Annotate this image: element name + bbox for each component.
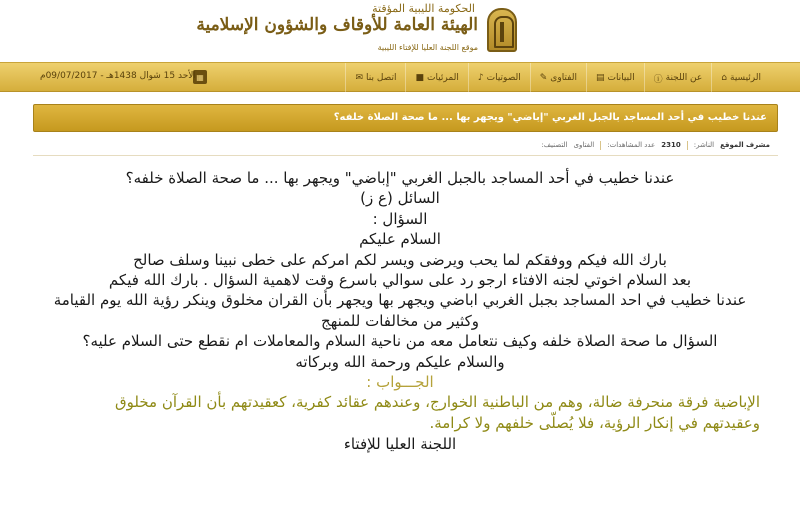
answer-signature: اللجنة العليا للإفتاء bbox=[343, 435, 457, 454]
nav-item-label: اتصل بنا bbox=[366, 73, 397, 83]
mail-icon: ✉ bbox=[355, 73, 364, 83]
question-line: السؤال : bbox=[372, 209, 428, 228]
question-line: عندنا خطيب في احد المساجد بجبل الغربي اباضي ويجهر بها ويجهر بأن القران مخلوق وينكر رؤية الله يوم القيامة bbox=[53, 291, 747, 310]
site-logo-icon[interactable] bbox=[487, 8, 517, 52]
main-navbar bbox=[0, 62, 800, 92]
views-label: عدد المشاهدات: bbox=[607, 141, 656, 149]
article-meta bbox=[541, 139, 770, 151]
answer-heading: الجـــواب : bbox=[366, 373, 434, 392]
nav-item-video[interactable] bbox=[405, 63, 467, 93]
calendar-icon: ▦ bbox=[193, 70, 207, 84]
nav-item-contact[interactable] bbox=[345, 63, 405, 93]
nav-item-about[interactable] bbox=[644, 63, 712, 93]
nav-item-label: الصوتيات bbox=[486, 73, 521, 83]
current-date: الأحد 15 شوال 1438هـ - 09/07/2017م bbox=[40, 71, 196, 81]
question-line: والسلام عليكم ورحمة الله وبركاته bbox=[295, 352, 505, 371]
meta-separator bbox=[600, 141, 601, 150]
question-line: بارك الله فيكم ووفقكم لما يحب ويرضى ويسر لكم امركم على خطى نبينا وسلف صالح bbox=[133, 250, 667, 269]
fatwa-icon: ✎ bbox=[539, 73, 548, 83]
article-body bbox=[18, 168, 782, 455]
question-line: السؤال ما صحة الصلاة خلفه وكيف نتعامل معه من ناحية السلام والمعاملات ام نقطع حتى السلام عليه؟ bbox=[82, 332, 718, 351]
publisher-name: مشرف الموقع bbox=[720, 141, 770, 149]
info-icon: ⓘ bbox=[653, 74, 663, 85]
video-icon: ■ bbox=[415, 73, 424, 83]
organization-subtitle: موقع اللجنة العليا للإفتاء الليبية bbox=[377, 43, 478, 52]
nav-item-audio[interactable] bbox=[468, 63, 530, 93]
organization-title[interactable]: الهيئة العامة للأوقاف والشؤون الإسلامية bbox=[196, 15, 478, 35]
answer-line: الإباضية فرقة منحرفة ضالة، وهم من الباطنية الخوارج، وعندهم عقائد كفرية، كعقيدتهم بأن القرآن مخلوق bbox=[115, 393, 760, 412]
document-icon: ▤ bbox=[595, 73, 605, 83]
nav-item-statements[interactable] bbox=[586, 63, 644, 93]
category-link[interactable]: الفتاوى bbox=[573, 141, 595, 149]
nav-item-label: الرئيسية bbox=[730, 73, 761, 83]
question-line: بعد السلام اخوتي لجنه الافتاء ارجو رد على سوالي باسرع وقت لاهمية السؤال . بارك الله فيكم bbox=[108, 271, 692, 290]
nav-item-home[interactable] bbox=[711, 63, 770, 93]
answer-line: وعقيدتهم في إنكار الرؤية، فلا يُصلّى خلفهم ولا كرامة. bbox=[429, 414, 760, 433]
audio-icon: ♪ bbox=[477, 73, 484, 83]
question-line: وكثير من مخالفات للمنهج bbox=[321, 311, 479, 330]
home-icon: ⌂ bbox=[721, 73, 727, 83]
meta-divider bbox=[33, 155, 778, 156]
nav-item-label: عن اللجنة bbox=[665, 73, 703, 83]
category-label: التصنيف: bbox=[541, 141, 568, 149]
nav-menu bbox=[345, 63, 770, 93]
views-count: 2310 bbox=[661, 141, 681, 149]
question-line: السائل (ع ز) bbox=[360, 189, 440, 208]
publisher-label: الناشر: bbox=[693, 141, 715, 149]
nav-item-label: البيانات bbox=[607, 73, 635, 83]
site-header bbox=[0, 0, 800, 62]
article-title-bar bbox=[33, 104, 778, 132]
meta-separator bbox=[687, 141, 688, 150]
nav-item-label: المرئيات bbox=[427, 73, 459, 83]
question-line: السلام عليكم bbox=[359, 230, 441, 249]
article-title: عندنا خطيب في أحد المساجد بالجبل الغربي "إباضي" ويجهر بها ... ما صحة الصلاة خلفه؟ bbox=[333, 112, 767, 123]
nav-item-label: الفتاوى bbox=[550, 73, 577, 83]
nav-item-fatwas[interactable] bbox=[530, 63, 586, 93]
question-line: عندنا خطيب في أحد المساجد بالجبل الغربي "إباضي" ويجهر بها ... ما صحة الصلاة خلفه؟ bbox=[125, 169, 675, 187]
government-title: الحكومة الليبية المؤقتة bbox=[372, 2, 475, 15]
